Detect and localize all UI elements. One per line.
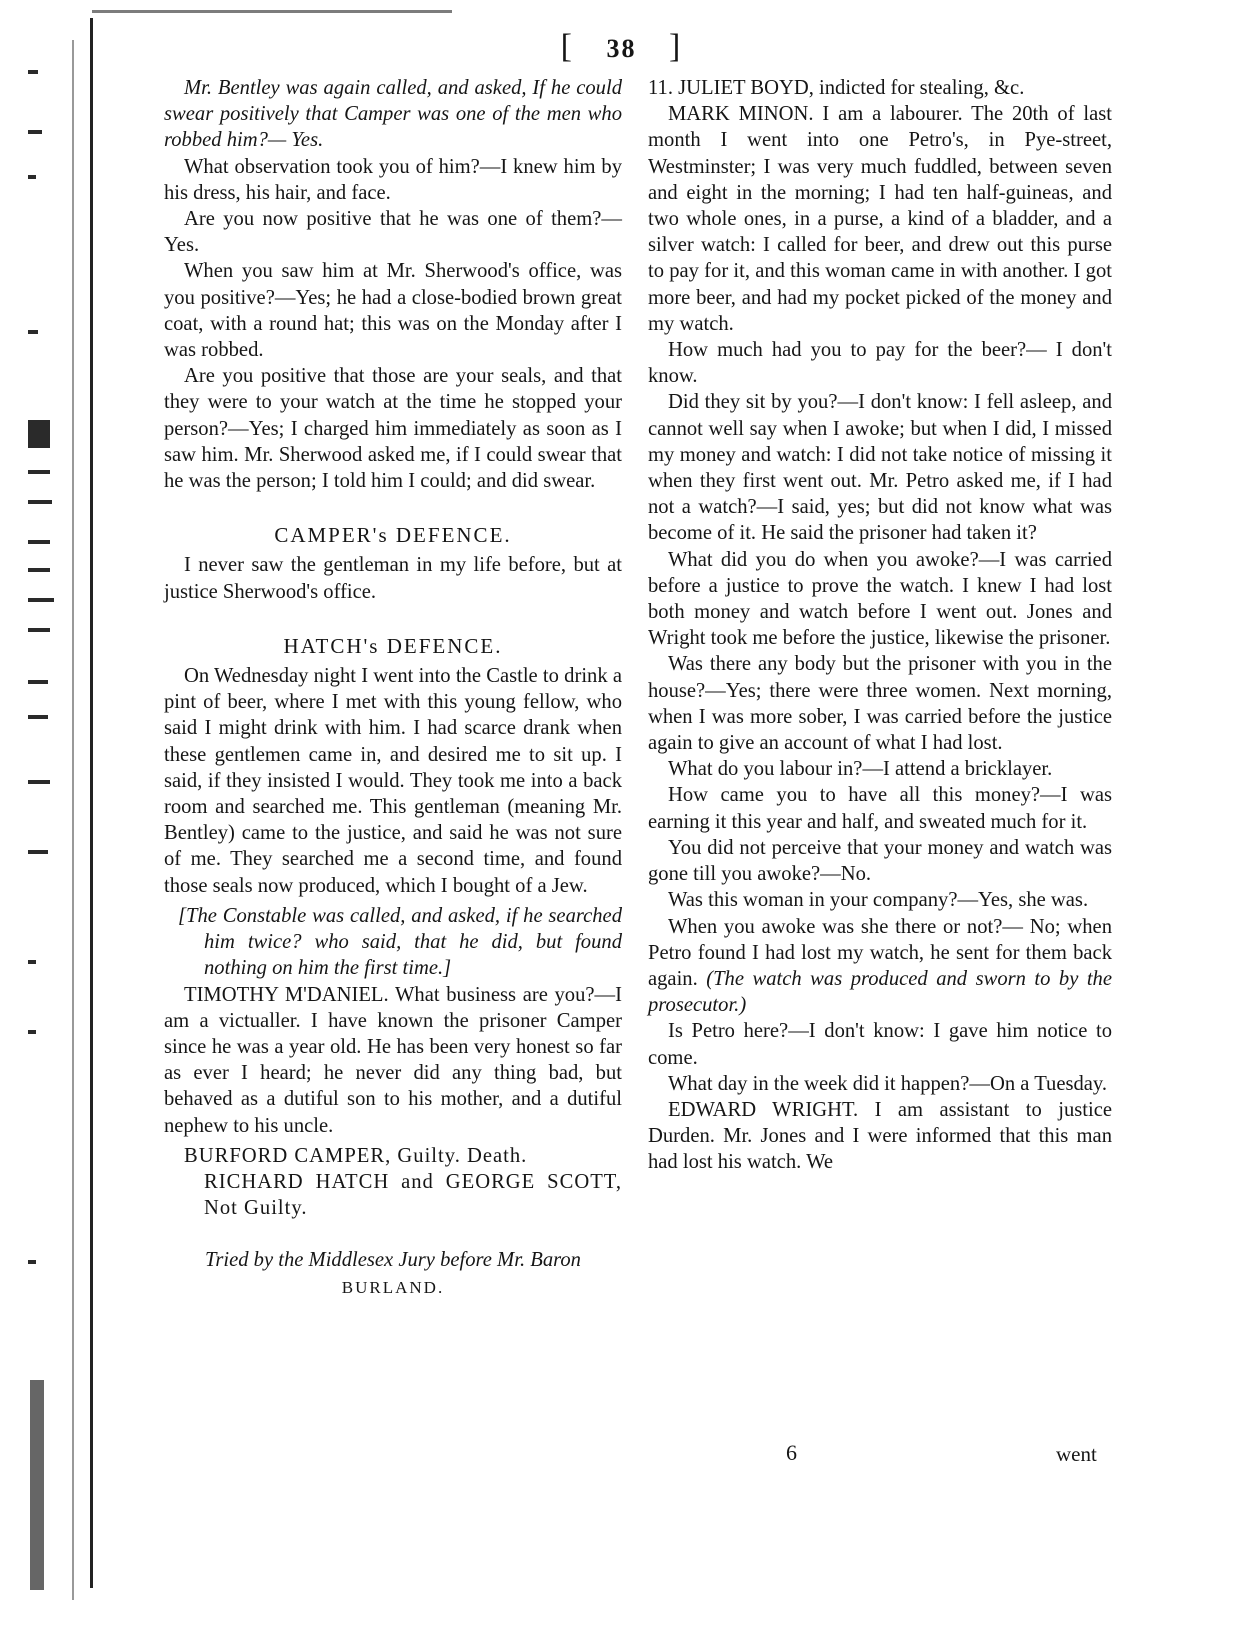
tried-by-line bbox=[164, 1247, 622, 1300]
binding-mark bbox=[28, 850, 48, 854]
bracket-open: [ bbox=[560, 28, 574, 65]
binding-edge bbox=[0, 0, 92, 1625]
testimony-paragraph: What do you labour in?—I attend a bricklayer. bbox=[668, 758, 1053, 781]
binding-mark bbox=[28, 1030, 36, 1034]
testimony-paragraph: Is Petro here?—I don't know: I gave him notice to come. bbox=[648, 1020, 1112, 1069]
binding-mark bbox=[28, 780, 50, 784]
page-number: 38 bbox=[606, 34, 637, 63]
verdict-camper: BURFORD CAMPER, Guilty. Death. bbox=[184, 1144, 528, 1167]
signature-mark: 6 bbox=[786, 1440, 797, 1465]
left-column bbox=[164, 75, 622, 1301]
camper-defence-text: I never saw the gentleman in my life before, but at justice Sherwood's office. bbox=[164, 554, 622, 603]
testimony-paragraph: What day in the week did it happen?—On a Tuesday. bbox=[668, 1072, 1108, 1095]
binding-mark bbox=[28, 628, 50, 632]
binding-mark bbox=[28, 470, 50, 474]
binding-mark bbox=[28, 540, 50, 544]
testimony-paragraph: Did they sit by you?—I don't know: I fell asleep, and cannot well say when I awoke; but when I did, I missed my money and watch: I did not take notice of missing it when they first went out. Mr. Petro asked me, if I had not a watch?—I said, yes; but did not know what was become of it. He said the prisoner had taken it? bbox=[648, 391, 1112, 545]
awoke-question: When you awoke was she there or not?— No; when Petro found I had lost my watch, he sent for them back again. bbox=[648, 915, 1112, 990]
bracket-close: ] bbox=[669, 28, 683, 65]
testimony-paragraph: What did you do when you awoke?—I was carried before a justice to prove the watch. I knew I had lost both money and watch before I went out. Jones and Wright took me before the justice, likewise the prisoner. bbox=[648, 548, 1112, 650]
testimony-paragraph: How much had you to pay for the beer?— I don't know. bbox=[648, 339, 1112, 388]
binding-mark bbox=[28, 715, 48, 719]
binding-rule bbox=[90, 18, 93, 1588]
catchword: went bbox=[1056, 1442, 1097, 1466]
testimony-paragraph: MARK MINON. I am a labourer. The 20th of last month I went into one Petro's, in Pye-street, Westminster; I was very much fuddled, between seven and eight in the morning; I had ten half-guineas, and two whole ones, in a purse, a kind of a bladder, and a silver watch: I called for beer, and drew out this purse to pay for it, and this woman came in with another. I got more beer, and had my pocket picked of the money and my watch. bbox=[648, 103, 1112, 335]
testimony-paragraph: EDWARD WRIGHT. I am assistant to justice Durden. Mr. Jones and I were informed that this man had lost his watch. We bbox=[648, 1098, 1112, 1174]
binding-mark bbox=[28, 598, 54, 602]
testimony-paragraph: Are you positive that those are your seals, and that they were to your watch at the time he stopped your person?—Yes; I charged him immediately as soon as I saw him. Mr. Sherwood asked me, if I could swear that he was the person; I told him I could; and did swear. bbox=[164, 365, 622, 493]
testimony-paragraph: Are you now positive that he was one of them?—Yes. bbox=[164, 208, 622, 257]
constable-note: [The Constable was called, and asked, if he searched him twice? who said, that he did, but found nothing on him the first time.] bbox=[178, 904, 622, 980]
testimony-paragraph: Mr. Bentley was again called, and asked, If he could swear positively that Camper was one of the men who robbed him?— Yes. bbox=[164, 77, 622, 152]
watch-produced-note: (The watch was produced and sworn to by the prosecutor.) bbox=[648, 967, 1112, 1017]
camper-defence-heading: CAMPER's DEFENCE. bbox=[274, 523, 512, 548]
binding-mark bbox=[28, 175, 36, 179]
binding-mark bbox=[28, 70, 38, 74]
testimony-paragraph bbox=[648, 914, 1112, 1019]
testimony-paragraph: Was this woman in your company?—Yes, she was. bbox=[668, 889, 1089, 912]
binding-mark bbox=[28, 680, 48, 684]
testimony-paragraph: Was there any body but the prisoner with you in the house?—Yes; there were three women. Next morning, when I was more sober, I was carried before the justice again to give an account of what I had lost. bbox=[648, 653, 1112, 755]
binding-shadow bbox=[72, 40, 74, 1600]
binding-spine bbox=[30, 1380, 44, 1590]
binding-mark bbox=[28, 1260, 36, 1264]
testimony-paragraph: What observation took you of him?—I knew him by his dress, his hair, and face. bbox=[164, 155, 622, 204]
binding-mark bbox=[28, 130, 42, 134]
verdict-hatch-scott: RICHARD HATCH and GEORGE SCOTT, Not Guilty. bbox=[204, 1170, 622, 1220]
binding-mark bbox=[28, 568, 50, 572]
hatch-defence-heading: HATCH's DEFENCE. bbox=[283, 633, 503, 658]
mcdaniel-testimony: TIMOTHY M'DANIEL. What business are you?—I am a victualler. I have known the prisoner Camper since he was a year old. He has been very honest so far as ever I heard; he never did any thing bad, but behaved as a dutiful son to his mother, and a dutiful nephew to his uncle. bbox=[164, 983, 622, 1137]
tried-by-text: Tried by the Middlesex Jury before Mr. Baron bbox=[205, 1249, 581, 1272]
binding-mark bbox=[28, 960, 36, 964]
page-header bbox=[0, 28, 1243, 66]
binding-mark bbox=[28, 500, 52, 504]
baron-name: BURLAND. bbox=[341, 1277, 445, 1297]
top-rule bbox=[92, 10, 452, 13]
testimony-paragraph: When you saw him at Mr. Sherwood's office, was you positive?—Yes; he had a close-bodied brown great coat, with a round hat; this was on the Monday after I was robbed. bbox=[164, 260, 622, 362]
binding-mark bbox=[28, 330, 38, 334]
hatch-defence-text: On Wednesday night I went into the Castle to drink a pint of beer, where I met with this young fellow, who said I might drink with him. I had scarce drank when these gentlemen came in, and desired me to sit up. I said, if they insisted I would. They took me into a back room and searched me. This gentleman (meaning Mr. Bentley) came to the justice, and said he was not sure of me. They searched me a second time, and found those seals now produced, which I bought of a Jew. bbox=[164, 665, 622, 897]
testimony-paragraph: You did not perceive that your money and watch was gone till you awoke?—No. bbox=[648, 836, 1112, 886]
testimony-paragraph: How came you to have all this money?—I was earning it this year and half, and sweated much for it. bbox=[648, 784, 1112, 833]
case-heading: 11. JULIET BOYD, indicted for stealing, &c. bbox=[648, 77, 1025, 99]
right-column bbox=[648, 75, 1112, 1176]
binding-mark bbox=[28, 420, 50, 448]
